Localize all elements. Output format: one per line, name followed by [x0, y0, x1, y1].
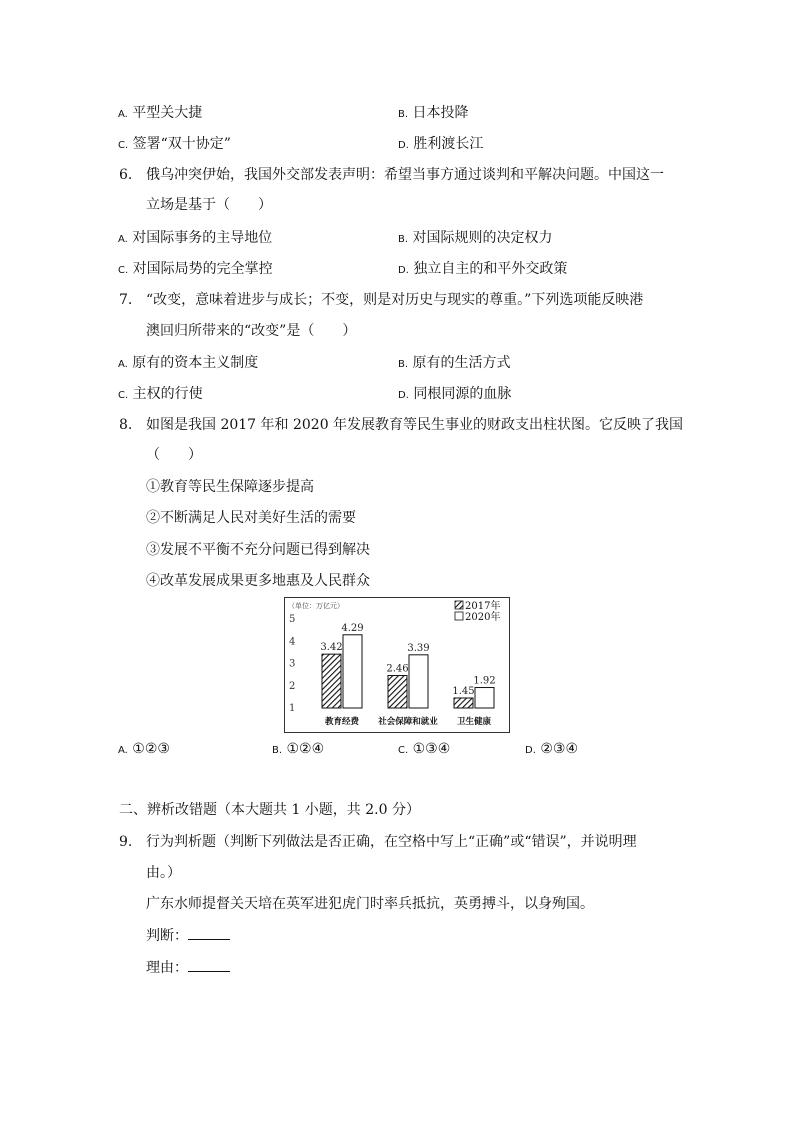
q6-stem-line2: 立场是基于（ ）: [146, 197, 272, 213]
q8-statement-1: ①教育等民生保障逐步提高: [146, 479, 314, 495]
q9-stem-line1: 行为判析题（判断下列做法是否正确，在空格中写上“正确”或“错误”，并说明理: [146, 834, 637, 850]
q6-option-a[interactable]: A. 对国际事务的主导地位: [118, 230, 273, 246]
q5-option-b[interactable]: B. 日本投降: [398, 105, 469, 121]
y-tick-label-2: 2: [289, 680, 296, 692]
q9-judge-row: 判断：: [146, 927, 230, 945]
q8-statement-3: ③发展不平衡不充分问题已得到解决: [146, 542, 370, 558]
q6-option-d[interactable]: D. 独立自主的和平外交政策: [398, 261, 568, 277]
q7-option-a[interactable]: A. 原有的资本主义制度: [118, 355, 259, 371]
bar-value-label: 4.29: [341, 622, 364, 634]
q7-stem-line1: “改变，意味着进步与成长；不变，则是对历史与现实的尊重。”下列选项能反映港: [146, 292, 644, 308]
q8-statement-2: ②不断满足人民对美好生活的需要: [146, 510, 356, 526]
legend-swatch-2020年: [455, 612, 463, 620]
bar-2020年-卫生健康: [475, 688, 494, 708]
legend-label: 2017年: [465, 601, 501, 612]
q6-number: 6.: [119, 167, 133, 183]
q8-stem-line1: 如图是我国 2017 年和 2020 年发展教育等民生事业的财政支出柱状图。它反映了我国: [146, 417, 684, 433]
q6-option-b[interactable]: B. 对国际规则的决定权力: [398, 230, 553, 246]
bar-value-label: 3.42: [320, 642, 343, 654]
q8-option-c[interactable]: C. ①③④: [398, 741, 451, 757]
bar-2020年-教育经费: [343, 635, 362, 708]
q7-number: 7.: [119, 292, 133, 308]
q9-reason-blank[interactable]: [188, 959, 230, 972]
category-label: 卫生健康: [456, 717, 492, 727]
q8-stem-line2: （ ）: [146, 447, 202, 463]
q7-stem-line2: 澳回归所带来的“改变”是（ ）: [146, 323, 357, 339]
bar-2017年-教育经费: [322, 654, 341, 708]
q9-number: 9.: [119, 834, 133, 850]
bar-value-label: 2.46: [386, 663, 409, 675]
chart-unit-label: （单位：万亿元）: [288, 602, 344, 610]
category-label: 社会保障和就业: [378, 717, 438, 727]
q5-option-a[interactable]: A. 平型关大捷: [118, 105, 203, 121]
q8-option-b[interactable]: B. ①②④: [272, 741, 325, 757]
q8-statement-4: ④改革发展成果更多地惠及人民群众: [146, 573, 370, 589]
q9-stem-line2: 由。）: [146, 865, 181, 881]
section-2-title: 二、辨析改错题（本大题共 1 小题，共 2.0 分）: [119, 802, 420, 818]
q6-stem-line1: 俄乌冲突伊始，我国外交部发表声明：希望当事方通过谈判和平解决问题。中国这一: [146, 167, 664, 183]
y-tick-label-3: 3: [289, 658, 296, 670]
y-tick-label-1: 1: [289, 703, 296, 714]
bar-2017年-卫生健康: [454, 698, 473, 708]
q7-option-d[interactable]: D. 同根同源的血脉: [398, 386, 512, 402]
q9-reason-row: 理由：: [146, 959, 230, 977]
q9-judge-blank[interactable]: [188, 927, 230, 940]
q8-option-a[interactable]: A. ①②③: [118, 741, 170, 757]
q9-statement: 广东水师提督关天培在英军进犯虎门时率兵抵抗，英勇搏斗，以身殉国。: [146, 896, 594, 912]
q8-number: 8.: [119, 417, 133, 433]
q8-bar-chart: [284, 597, 510, 733]
category-label: 教育经费: [324, 717, 360, 727]
y-tick-label-5: 5: [289, 614, 296, 625]
q6-option-c[interactable]: C. 对国际局势的完全掌控: [118, 261, 273, 277]
q7-option-c[interactable]: C. 主权的行使: [118, 386, 203, 402]
q5-option-c[interactable]: C. 签署“双十协定”: [118, 136, 231, 152]
q7-option-b[interactable]: B. 原有的生活方式: [398, 355, 511, 371]
legend-label: 2020年: [465, 612, 501, 623]
legend-swatch-2017年: [455, 601, 463, 609]
chart-category-labels: [324, 716, 492, 727]
bar-2020年-社会保障和就业: [409, 655, 428, 708]
q5-option-d[interactable]: D. 胜利渡长江: [398, 136, 484, 152]
bar-value-label: 1.45: [452, 685, 475, 697]
bar-value-label: 3.39: [407, 642, 430, 654]
bar-value-label: 1.92: [473, 675, 496, 687]
y-tick-label-4: 4: [289, 636, 296, 648]
bar-2017年-社会保障和就业: [388, 676, 407, 708]
q8-option-d[interactable]: D. ②③④: [525, 741, 578, 757]
